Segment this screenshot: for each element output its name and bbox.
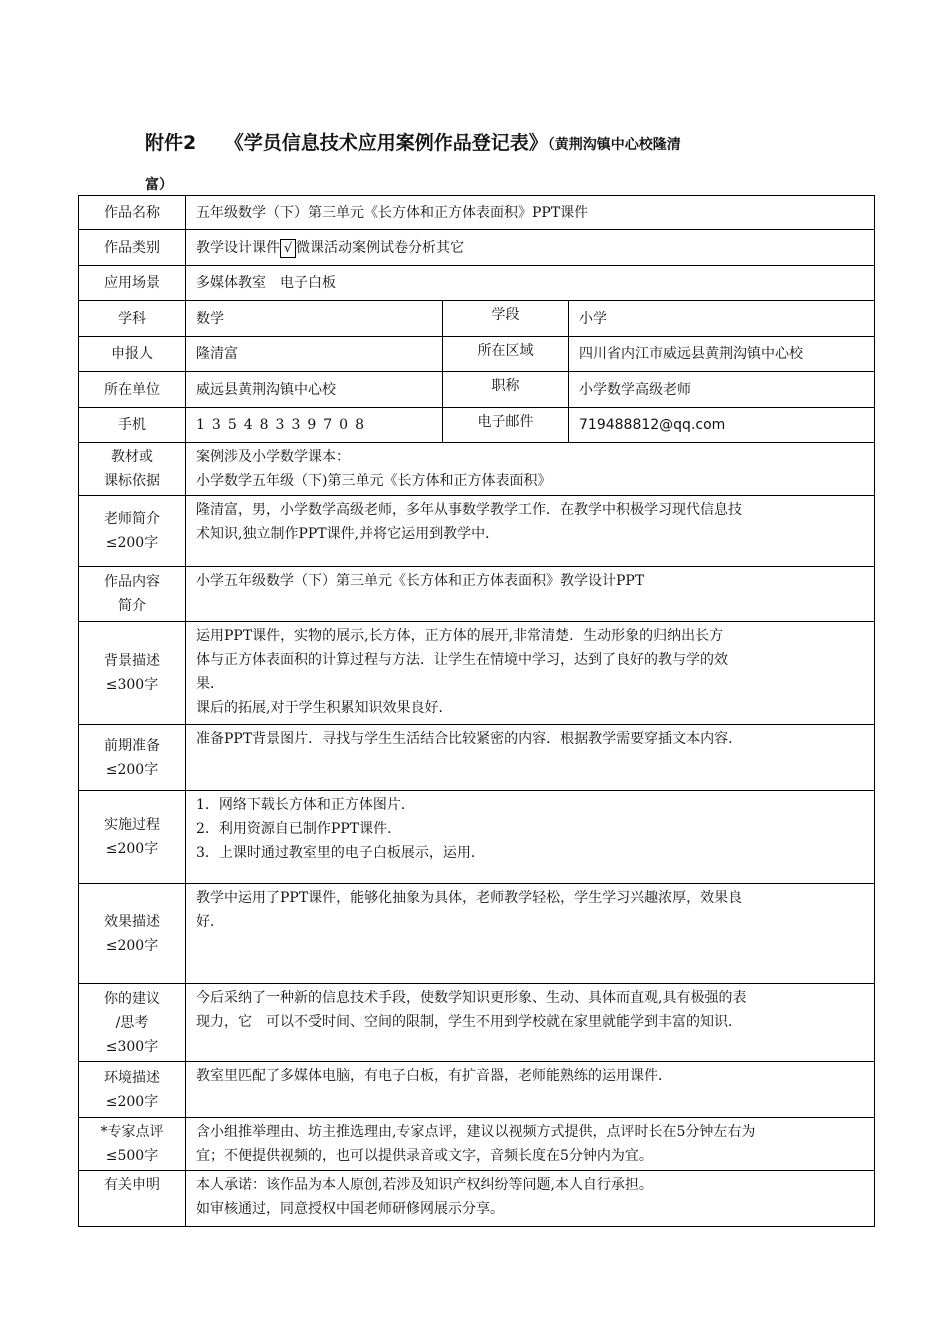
label-effect	[79, 884, 186, 984]
label-teacher-line1: 老师简介	[104, 511, 160, 527]
statement-line2: 如审核通过，同意授权中国老师研修网展示分享。	[196, 1201, 504, 1217]
value-prep: 准备PPT背景图片．寻找与学生生活结合比较紧密的内容．根据教学需要穿插文本内容．	[186, 725, 875, 791]
page-title	[145, 124, 825, 204]
label-subject: 学科	[79, 301, 186, 337]
process-line1: 1．网络下载长方体和正方体图片．	[196, 797, 415, 813]
label-env-line2: ≤200字	[105, 1093, 159, 1110]
label-stage: 学段	[443, 301, 569, 337]
label-teacher	[79, 496, 186, 567]
expert-line1: 含小组推举理由、坊主推选理由,专家点评，建议以视频方式提供，点评时长在5分钟左右为	[196, 1124, 756, 1140]
row-phone	[79, 408, 875, 443]
suggest-line1: 今后采纳了一种新的信息技术手段，使数学知识更形象、生动、具体而直观,具有极强的表	[196, 990, 747, 1006]
value-stage: 小学	[569, 301, 875, 337]
label-title-rank: 职称	[443, 372, 569, 408]
row-statement	[79, 1171, 875, 1227]
textbook-line1: 案例涉及小学数学课本：	[196, 449, 350, 465]
background-line4: 课后的拓展,对于学生积累知识效果良好．	[196, 700, 453, 716]
label-region: 所在区域	[443, 337, 569, 372]
label-background-line2: ≤300字	[105, 677, 159, 693]
process-line2: 2．利用资源自已制作PPT课件．	[196, 821, 402, 837]
row-applicant	[79, 337, 875, 372]
value-phone: 13548339708	[186, 408, 443, 443]
row-expert	[79, 1118, 875, 1171]
label-background-line1: 背景描述	[104, 653, 160, 669]
title-sub-2: 富）	[145, 177, 173, 193]
row-background	[79, 622, 875, 725]
label-work-name: 作品名称	[79, 196, 186, 230]
row-unit	[79, 372, 875, 408]
row-scene	[79, 266, 875, 301]
label-prep	[79, 725, 186, 791]
label-process	[79, 791, 186, 884]
suggest-line2: 现力，它 可以不受时间、空间的限制，学生不用到学校就在家里就能学到丰富的知识．	[196, 1014, 742, 1030]
title-sub-1: （黄荆沟镇中心校隆清	[547, 137, 681, 153]
work-type-before: 教学设计课件	[196, 239, 280, 256]
teacher-line1: 隆清富，男，小学数学高级老师，多年从事数学教学工作．在教学中积极学习现代信息技	[196, 502, 742, 518]
value-env: 教室里匹配了多媒体电脑，有电子白板，有扩音器，老师能熟练的运用课件．	[186, 1062, 875, 1118]
value-subject: 数学	[186, 301, 443, 337]
row-work-name	[79, 196, 875, 230]
work-type-after: 微课活动案例试卷分析其它	[296, 239, 464, 256]
row-process	[79, 791, 875, 884]
label-effect-line1: 效果描述	[104, 913, 160, 930]
value-work-type	[186, 230, 875, 266]
label-effect-line2: ≤200字	[105, 937, 159, 954]
value-process	[186, 791, 875, 884]
value-background	[186, 622, 875, 725]
label-content-line1: 作品内容	[104, 574, 160, 590]
label-prep-line2: ≤200字	[105, 761, 159, 778]
label-content-line2: 简介	[118, 598, 146, 614]
value-work-name: 五年级数学（下）第三单元《长方体和正方体表面积》PPT课件	[186, 196, 875, 230]
label-teacher-line2: ≤200字	[105, 535, 159, 551]
effect-line1: 教学中运用了PPT课件，能够化抽象为具体，老师教学轻松，学生学习兴趣浓厚，效果良	[196, 890, 743, 906]
background-line3: 果．	[196, 676, 224, 692]
label-unit: 所在单位	[79, 372, 186, 408]
label-scene: 应用场景	[79, 266, 186, 301]
label-suggest-line1: 你的建议	[104, 990, 160, 1007]
value-statement	[186, 1171, 875, 1227]
value-scene: 多媒体教室 电子白板	[186, 266, 875, 301]
label-statement: 有关申明	[79, 1171, 186, 1227]
value-title-rank: 小学数学高级老师	[569, 372, 875, 408]
row-content	[79, 567, 875, 622]
value-effect	[186, 884, 875, 984]
label-email: 电子邮件	[443, 408, 569, 443]
label-suggest-line3: ≤300字	[105, 1038, 159, 1055]
row-textbook	[79, 443, 875, 496]
process-line3: 3．上课时通过教室里的电子白板展示，运用．	[196, 845, 485, 861]
effect-line2: 好．	[196, 914, 224, 930]
value-unit: 威远县黄荆沟镇中心校	[186, 372, 443, 408]
label-process-line1: 实施过程	[104, 817, 160, 833]
value-expert	[186, 1118, 875, 1171]
label-expert-line2: ≤500字	[105, 1148, 159, 1164]
registration-form	[78, 195, 875, 1227]
statement-line1: 本人承诺：该作品为本人原创,若涉及知识产权纠纷等问题,本人自行承担。	[196, 1177, 653, 1193]
value-textbook	[186, 443, 875, 496]
label-prep-line1: 前期准备	[104, 737, 160, 754]
label-background	[79, 622, 186, 725]
label-textbook-line1: 教材或	[111, 449, 153, 465]
title-main: 附件2 《学员信息技术应用案例作品登记表》	[145, 132, 548, 154]
label-applicant: 申报人	[79, 337, 186, 372]
row-effect	[79, 884, 875, 984]
label-work-type: 作品类别	[79, 230, 186, 266]
value-applicant: 隆清富	[186, 337, 443, 372]
label-textbook-line2: 课标依据	[104, 473, 160, 489]
value-content: 小学五年级数学（下）第三单元《长方体和正方体表面积》教学设计PPT	[186, 567, 875, 622]
label-suggest	[79, 984, 186, 1062]
row-prep	[79, 725, 875, 791]
row-env	[79, 1062, 875, 1118]
label-phone: 手机	[79, 408, 186, 443]
textbook-line2: 小学数学五年级（下)第三单元《长方体和正方体表面积》	[196, 473, 552, 489]
value-email: 719488812@qq.com	[569, 408, 875, 443]
value-region: 四川省内江市威远县黄荆沟镇中心校	[569, 337, 875, 372]
label-process-line2: ≤200字	[105, 841, 159, 857]
background-line2: 体与正方体表面积的计算过程与方法．让学生在情境中学习，达到了良好的教与学的效	[196, 652, 728, 668]
label-expert	[79, 1118, 186, 1171]
label-textbook	[79, 443, 186, 496]
row-teacher	[79, 496, 875, 567]
value-suggest	[186, 984, 875, 1062]
row-subject	[79, 301, 875, 337]
background-line1: 运用PPT课件，实物的展示,长方体，正方体的展开,非常清楚．生动形象的归纳出长方	[196, 628, 724, 644]
row-work-type	[79, 230, 875, 266]
label-suggest-line2: /思考	[115, 1014, 149, 1031]
label-content	[79, 567, 186, 622]
teacher-line2: 术知识,独立制作PPT课件,并将它运用到教学中．	[196, 526, 500, 542]
row-suggest	[79, 984, 875, 1062]
label-expert-line1: *专家点评	[100, 1124, 164, 1140]
label-env	[79, 1062, 186, 1118]
checkbox-micro-course[interactable]: √	[280, 239, 296, 258]
label-env-line1: 环境描述	[104, 1069, 160, 1086]
value-teacher	[186, 496, 875, 567]
expert-line2: 宜；不便提供视频的，也可以提供录音或文字，音频长度在5分钟内为宜。	[196, 1148, 653, 1164]
